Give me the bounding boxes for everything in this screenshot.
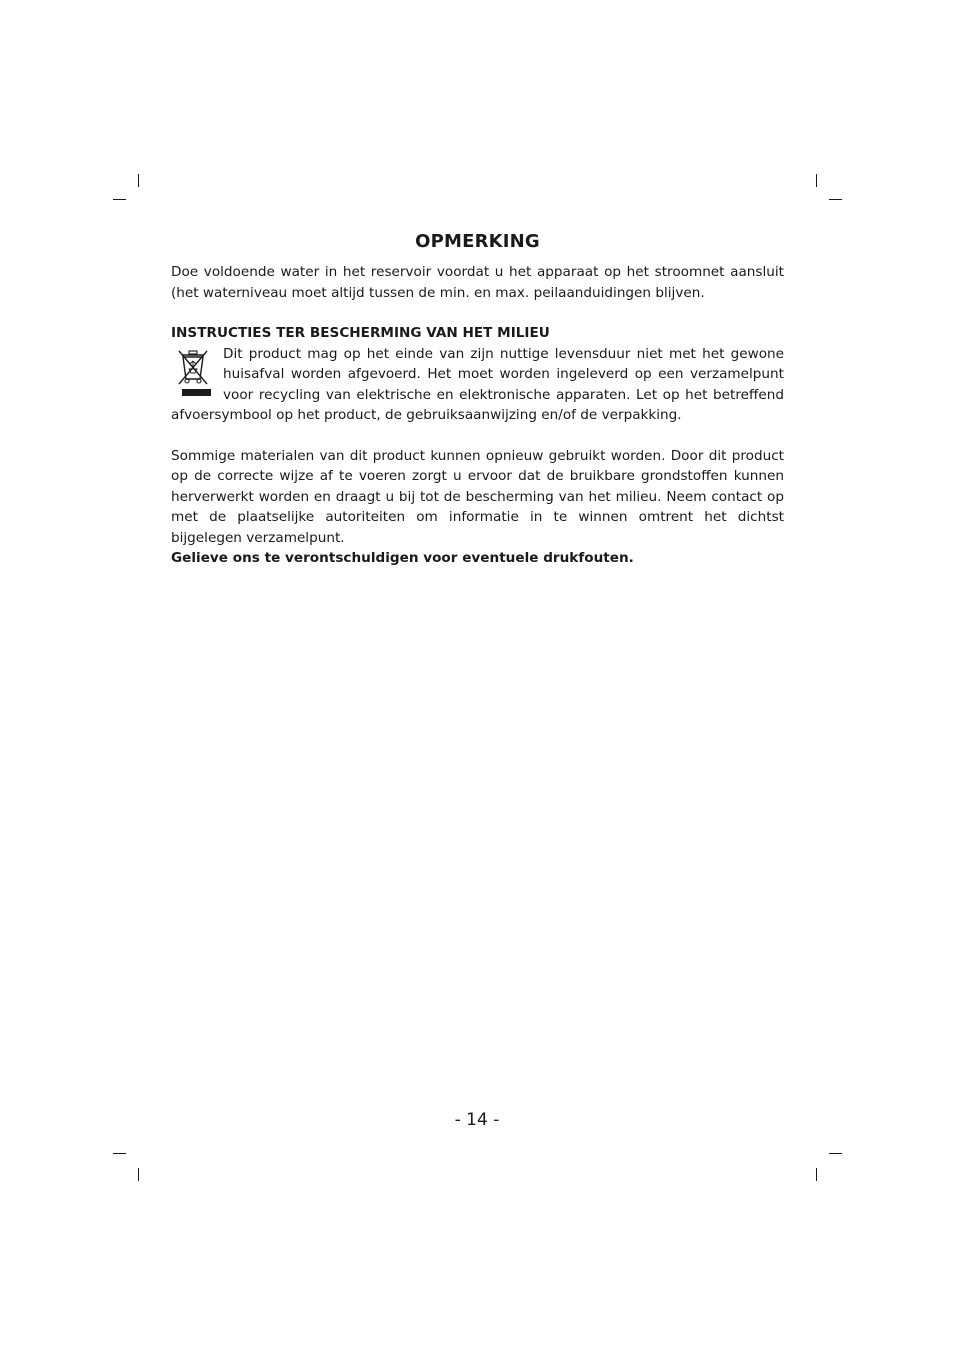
crop-mark-top-right-vertical: [816, 174, 817, 187]
environment-block: [171, 344, 784, 426]
environment-paragraph: Dit product mag op het einde van zijn nuttige levensduur niet met het gewone huisafval worden afgevoerd. Het moet worden ingeleverd op een verzamelpunt voor recycling van elektrische en elektronische apparaten. Let op het betreffend afvoersymbool op het product, de gebruiksaanwijzing en/of de verpakking.: [171, 345, 784, 423]
crop-mark-top-right-horizontal: [829, 199, 842, 200]
page-title: OPMERKING: [415, 231, 540, 252]
crop-mark-bottom-right-vertical: [816, 1168, 817, 1181]
note-paragraph: Doe voldoende water in het reservoir voordat u het apparaat op het stroomnet aansluit (het waterniveau moet altijd tussen de min. en max. peilaanduidingen blijven.: [171, 264, 784, 301]
recycling-paragraph: Sommige materialen van dit product kunnen opnieuw gebruikt worden. Door dit product op de correcte wijze af te voeren zorgt u ervoor dat de bruikbare grondstoffen kunnen herverwerkt worden en draagt u bij tot de bescherming van het milieu. Neem contact op met de plaatselijke autoriteiten om informatie in te winnen omtrent het dichtst bijgelegen verzamelpunt.: [171, 447, 784, 546]
crossed-out-wheelie-bin-icon: [171, 347, 215, 403]
crop-mark-bottom-left-horizontal: [113, 1153, 126, 1154]
page-content: [171, 229, 784, 569]
environment-heading: INSTRUCTIES TER BESCHERMING VAN HET MILIEU: [171, 325, 550, 341]
crop-mark-top-left-vertical: [138, 174, 139, 187]
crop-mark-top-left-horizontal: [113, 199, 126, 200]
crop-mark-bottom-right-horizontal: [829, 1153, 842, 1154]
page-number: - 14 -: [454, 1110, 500, 1130]
apology-line: Gelieve ons te verontschuldigen voor eventuele drukfouten.: [171, 550, 634, 566]
crop-mark-bottom-left-vertical: [138, 1168, 139, 1181]
